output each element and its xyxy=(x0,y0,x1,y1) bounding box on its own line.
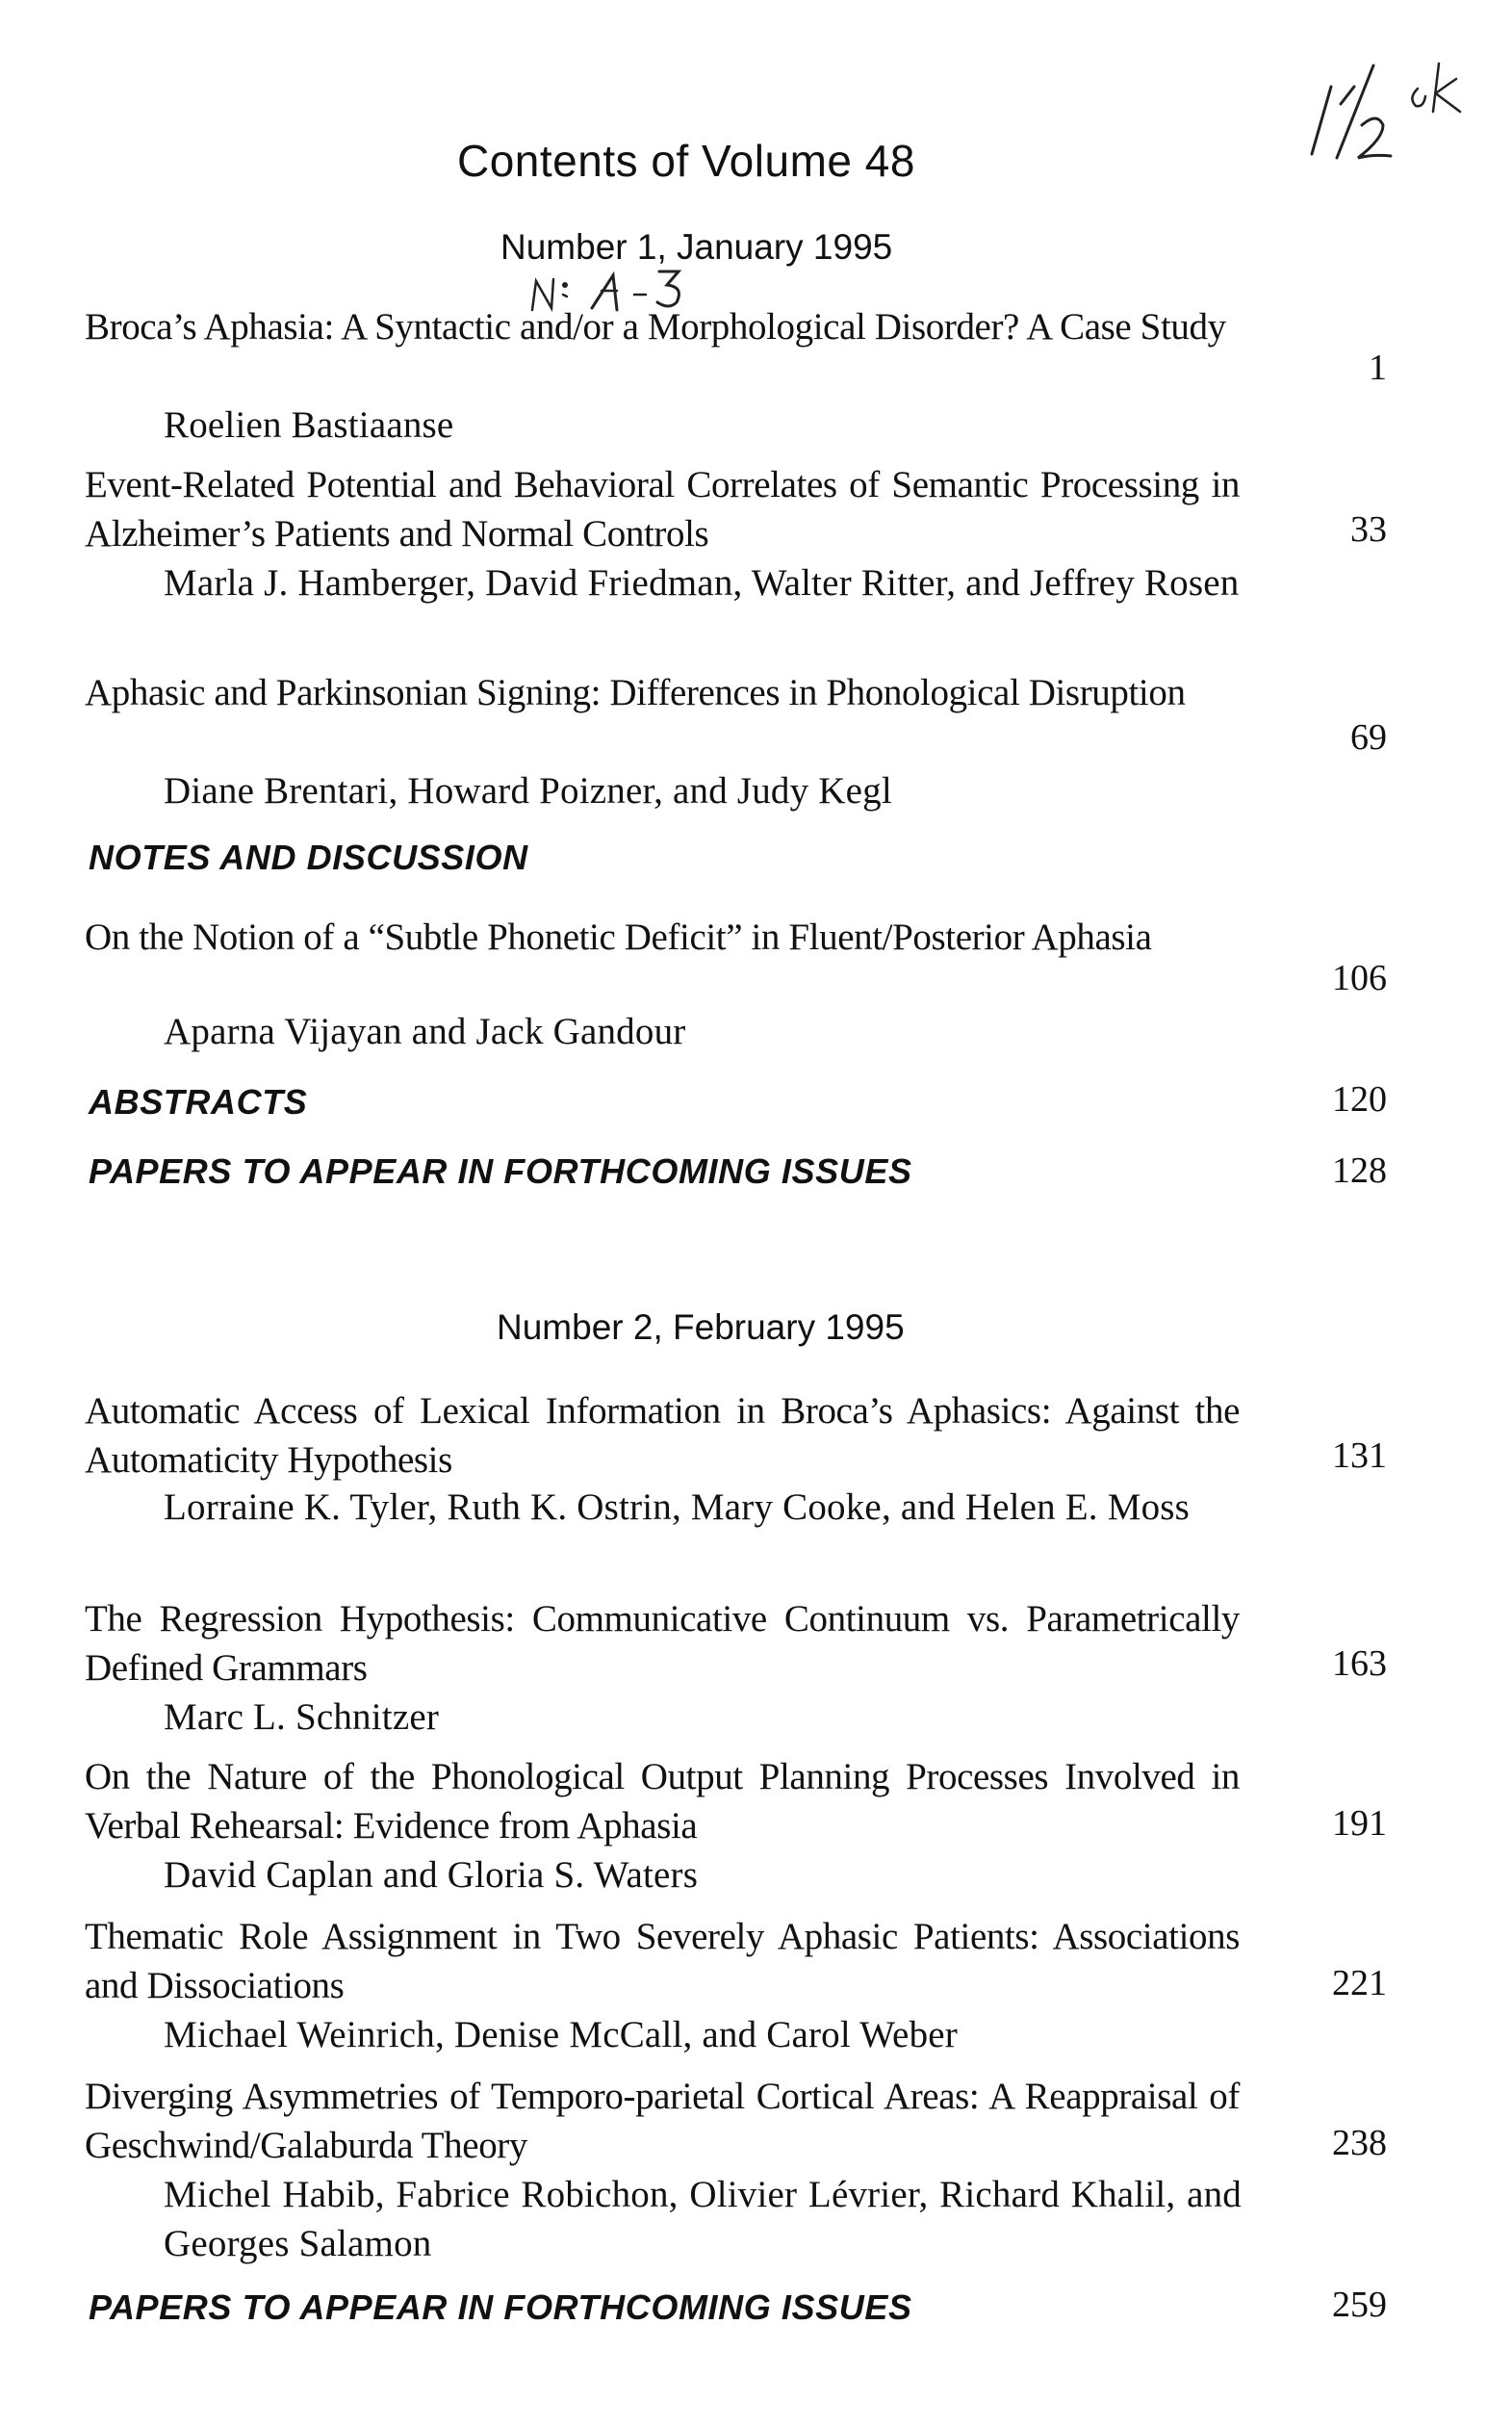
forthcoming-heading: PAPERS TO APPEAR IN FORTHCOMING ISSUES xyxy=(89,2287,912,2327)
forthcoming-heading: PAPERS TO APPEAR IN FORTHCOMING ISSUES xyxy=(89,1151,912,1191)
issue-heading: Number 1, January 1995 xyxy=(500,227,893,267)
article-title: Diverging Asymmetries of Temporo-parietal Cortical Areas: A Reappraisal of Geschwind/Galaburda Theory xyxy=(85,2076,1240,2166)
article-authors: Diane Brentari, Howard Poizner, and Judy Kegl xyxy=(164,770,892,812)
article-authors: Michael Weinrich, Denise McCall, and Carol Weber xyxy=(164,2014,958,2055)
handwritten-mark xyxy=(1304,58,1497,164)
article-authors: Michel Habib, Fabrice Robichon, Olivier Lévrier, Richard Khalil, and Georges Salamon xyxy=(164,2174,1242,2264)
article-title: Automatic Access of Lexical Information in Broca’s Aphasics: Against the Automaticity Hypothesis xyxy=(85,1390,1240,1481)
page-number: 163 xyxy=(1332,1643,1387,1684)
page-number: 128 xyxy=(1332,1150,1387,1191)
page-number: 131 xyxy=(1332,1435,1387,1476)
page-number: 120 xyxy=(1332,1079,1387,1120)
page-number: 1 xyxy=(1369,348,1387,388)
article-title: Broca’s Aphasia: A Syntactic and/or a Morphological Disorder? A Case Study xyxy=(85,306,1226,348)
page-number: 33 xyxy=(1350,509,1387,550)
article-title: Thematic Role Assignment in Two Severely Aphasic Patients: Associations and Dissociations xyxy=(85,1916,1240,2006)
article-authors: Roelien Bastiaanse xyxy=(164,404,454,446)
article-authors: Marla J. Hamberger, David Friedman, Walter Ritter, and Jeffrey Rosen xyxy=(164,562,1240,604)
article-authors: Lorraine K. Tyler, Ruth K. Ostrin, Mary Cooke, and Helen E. Moss xyxy=(164,1486,1191,1528)
page-number: 259 xyxy=(1332,2285,1387,2325)
page-number: 221 xyxy=(1332,1963,1387,2003)
article-authors: Marc L. Schnitzer xyxy=(164,1696,440,1738)
article-title: The Regression Hypothesis: Communicative Continuum vs. Parametrically Defined Grammars xyxy=(85,1598,1240,1689)
issue-heading: Number 2, February 1995 xyxy=(497,1307,905,1347)
page-number: 69 xyxy=(1350,717,1387,758)
article-authors: David Caplan and Gloria S. Waters xyxy=(164,1854,699,1896)
page-number: 191 xyxy=(1332,1803,1387,1844)
section-heading: NOTES AND DISCUSSION xyxy=(89,838,528,877)
article-title: On the Notion of a “Subtle Phonetic Deficit” in Fluent/Posterior Aphasia xyxy=(85,917,1152,958)
article-title: On the Nature of the Phonological Output Planning Processes Involved in Verbal Rehearsal: Evidence from Aphasia xyxy=(85,1756,1240,1847)
page-number: 106 xyxy=(1332,958,1387,998)
article-title: Event-Related Potential and Behavioral Correlates of Semantic Processing in Alzheimer’s Patients and Normal Controls xyxy=(85,464,1240,555)
page-number: 238 xyxy=(1332,2123,1387,2163)
article-title: Aphasic and Parkinsonian Signing: Differences in Phonological Disruption xyxy=(85,672,1186,713)
page-title: Contents of Volume 48 xyxy=(457,136,915,186)
article-authors: Aparna Vijayan and Jack Gandour xyxy=(164,1011,686,1052)
abstracts-heading: ABSTRACTS xyxy=(89,1082,308,1122)
